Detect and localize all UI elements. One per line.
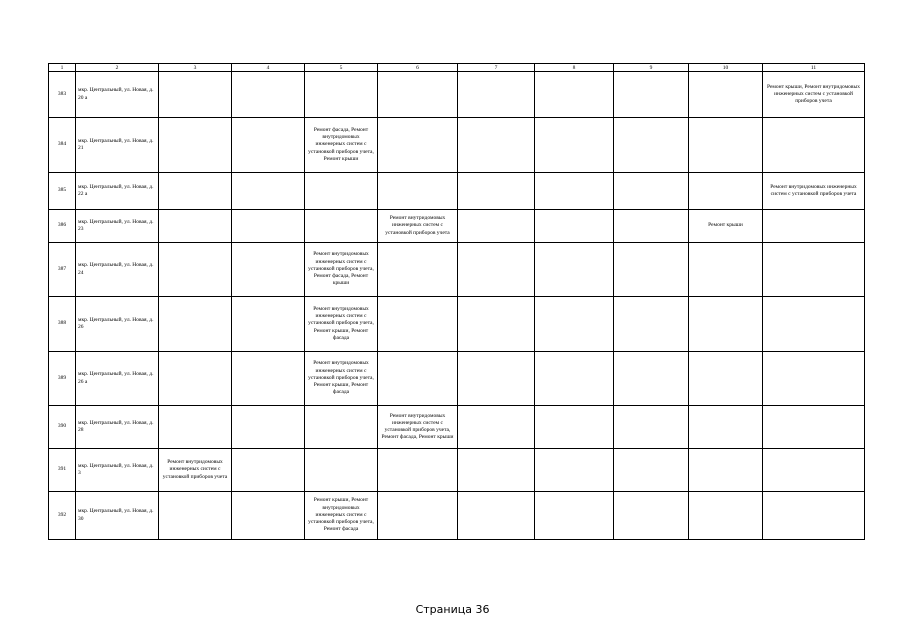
work-cell (535, 492, 614, 540)
work-cell (614, 352, 689, 406)
work-cell (305, 173, 378, 210)
work-cell (689, 118, 763, 173)
work-cell (763, 352, 865, 406)
table-row (49, 118, 865, 173)
work-cell (159, 243, 232, 297)
work-cell (458, 297, 535, 352)
row-number: 391 (49, 449, 76, 492)
address-cell: мкр. Центральный, ул. Новая, д. 20 а (76, 72, 159, 118)
address-cell: мкр. Центральный, ул. Новая, д. 30 (76, 492, 159, 540)
work-cell (378, 173, 458, 210)
work-cell (159, 72, 232, 118)
address-cell: мкр. Центральный, ул. Новая, д. 24 (76, 243, 159, 297)
column-header: 10 (689, 64, 763, 72)
work-cell (614, 297, 689, 352)
work-cell (614, 449, 689, 492)
table-row (49, 352, 865, 406)
column-header: 11 (763, 64, 865, 72)
work-cell: Ремонт внутридомовых инженерных систем с установкой приборов учета, Ремонт крыши, Ремонт фасада (305, 352, 378, 406)
work-cell (535, 406, 614, 449)
work-cell: Ремонт внутридомовых инженерных систем с установкой приборов учета, Ремонт фасада, Ремонт крыши (305, 243, 378, 297)
work-cell (305, 210, 378, 243)
work-cell (232, 118, 305, 173)
address-cell: мкр. Центральный, ул. Новая, д. 21 (76, 118, 159, 173)
work-cell (458, 352, 535, 406)
work-cell (458, 118, 535, 173)
work-cell (458, 72, 535, 118)
work-cell (614, 118, 689, 173)
work-cell (458, 492, 535, 540)
work-cell (689, 173, 763, 210)
work-cell (159, 406, 232, 449)
work-cell: Ремонт внутридомовых инженерных систем с установкой приборов учета (159, 449, 232, 492)
work-cell (159, 210, 232, 243)
work-cell (614, 406, 689, 449)
work-cell (614, 72, 689, 118)
work-cell (232, 406, 305, 449)
address-cell: мкр. Центральный, ул. Новая, д. 3 (76, 449, 159, 492)
address-cell: мкр. Центральный, ул. Новая, д. 22 а (76, 173, 159, 210)
work-cell (232, 72, 305, 118)
work-cell (305, 406, 378, 449)
work-cell (763, 492, 865, 540)
work-cell (378, 492, 458, 540)
repair-schedule-table (48, 63, 865, 540)
work-cell (378, 297, 458, 352)
work-cell (535, 210, 614, 243)
work-cell: Ремонт фасада, Ремонт внутридомовых инженерных систем с установкой приборов учета, Ремонт крыши (305, 118, 378, 173)
address-cell: мкр. Центральный, ул. Новая, д. 26 (76, 297, 159, 352)
work-cell (535, 449, 614, 492)
row-number: 384 (49, 118, 76, 173)
table-row (49, 210, 865, 243)
work-cell (535, 243, 614, 297)
column-header: 6 (378, 64, 458, 72)
work-cell: Ремонт крыши (689, 210, 763, 243)
column-header: 5 (305, 64, 378, 72)
work-cell (458, 173, 535, 210)
work-cell: Ремонт крыши, Ремонт внутридомовых инженерных систем с установкой приборов учета (763, 72, 865, 118)
work-cell (535, 72, 614, 118)
work-cell (232, 210, 305, 243)
work-cell (232, 492, 305, 540)
row-number: 385 (49, 173, 76, 210)
work-cell (159, 173, 232, 210)
row-number: 387 (49, 243, 76, 297)
column-header: 7 (458, 64, 535, 72)
row-number: 390 (49, 406, 76, 449)
table-row (49, 72, 865, 118)
table-row (49, 492, 865, 540)
column-header: 4 (232, 64, 305, 72)
work-cell: Ремонт внутридомовых инженерных систем с установкой приборов учета (378, 210, 458, 243)
page-number: Страница 36 (415, 603, 490, 616)
work-cell (689, 449, 763, 492)
row-number: 386 (49, 210, 76, 243)
work-cell (614, 210, 689, 243)
work-cell (232, 173, 305, 210)
column-header: 1 (49, 64, 76, 72)
work-cell (159, 118, 232, 173)
work-cell (458, 243, 535, 297)
work-cell (763, 406, 865, 449)
row-number: 388 (49, 297, 76, 352)
work-cell (614, 492, 689, 540)
column-header: 2 (76, 64, 159, 72)
work-cell (763, 210, 865, 243)
work-cell: Ремонт крыши, Ремонт внутридомовых инженерных систем с установкой приборов учета, Ремонт фасада (305, 492, 378, 540)
address-cell: мкр. Центральный, ул. Новая, д. 26 а (76, 352, 159, 406)
column-header: 8 (535, 64, 614, 72)
work-cell (458, 449, 535, 492)
address-cell: мкр. Центральный, ул. Новая, д. 23 (76, 210, 159, 243)
work-cell (378, 243, 458, 297)
work-cell (763, 449, 865, 492)
work-cell (763, 118, 865, 173)
work-cell (458, 406, 535, 449)
work-cell (689, 72, 763, 118)
work-cell (378, 72, 458, 118)
work-cell (378, 449, 458, 492)
work-cell (689, 492, 763, 540)
table-row (49, 173, 865, 210)
work-cell: Ремонт внутридомовых инженерных систем с установкой приборов учета, Ремонт фасада, Ремонт крыши (378, 406, 458, 449)
work-cell (232, 449, 305, 492)
row-number: 389 (49, 352, 76, 406)
work-cell (232, 297, 305, 352)
work-cell (232, 243, 305, 297)
work-cell (535, 118, 614, 173)
table-row (49, 406, 865, 449)
work-cell (378, 118, 458, 173)
work-cell (689, 243, 763, 297)
work-cell (305, 72, 378, 118)
work-cell (305, 449, 378, 492)
work-cell (535, 297, 614, 352)
work-cell (159, 352, 232, 406)
table-row (49, 449, 865, 492)
work-cell (763, 243, 865, 297)
work-cell (159, 297, 232, 352)
address-cell: мкр. Центральный, ул. Новая, д. 28 (76, 406, 159, 449)
work-cell (689, 406, 763, 449)
row-number: 383 (49, 72, 76, 118)
work-cell: Ремонт внутридомовых инженерных систем с установкой приборов учета (763, 173, 865, 210)
work-cell (232, 352, 305, 406)
column-header: 3 (159, 64, 232, 72)
work-cell: Ремонт внутридомовых инженерных систем с установкой приборов учета, Ремонт крыши, Ремонт фасада (305, 297, 378, 352)
work-cell (535, 173, 614, 210)
work-cell (458, 210, 535, 243)
work-cell (614, 243, 689, 297)
row-number: 392 (49, 492, 76, 540)
table-body (49, 72, 865, 540)
work-cell (689, 297, 763, 352)
table-row (49, 297, 865, 352)
header-row (49, 64, 865, 72)
work-cell (689, 352, 763, 406)
work-cell (763, 297, 865, 352)
table-row (49, 243, 865, 297)
work-cell (378, 352, 458, 406)
work-cell (535, 352, 614, 406)
work-cell (159, 492, 232, 540)
column-header: 9 (614, 64, 689, 72)
work-cell (614, 173, 689, 210)
